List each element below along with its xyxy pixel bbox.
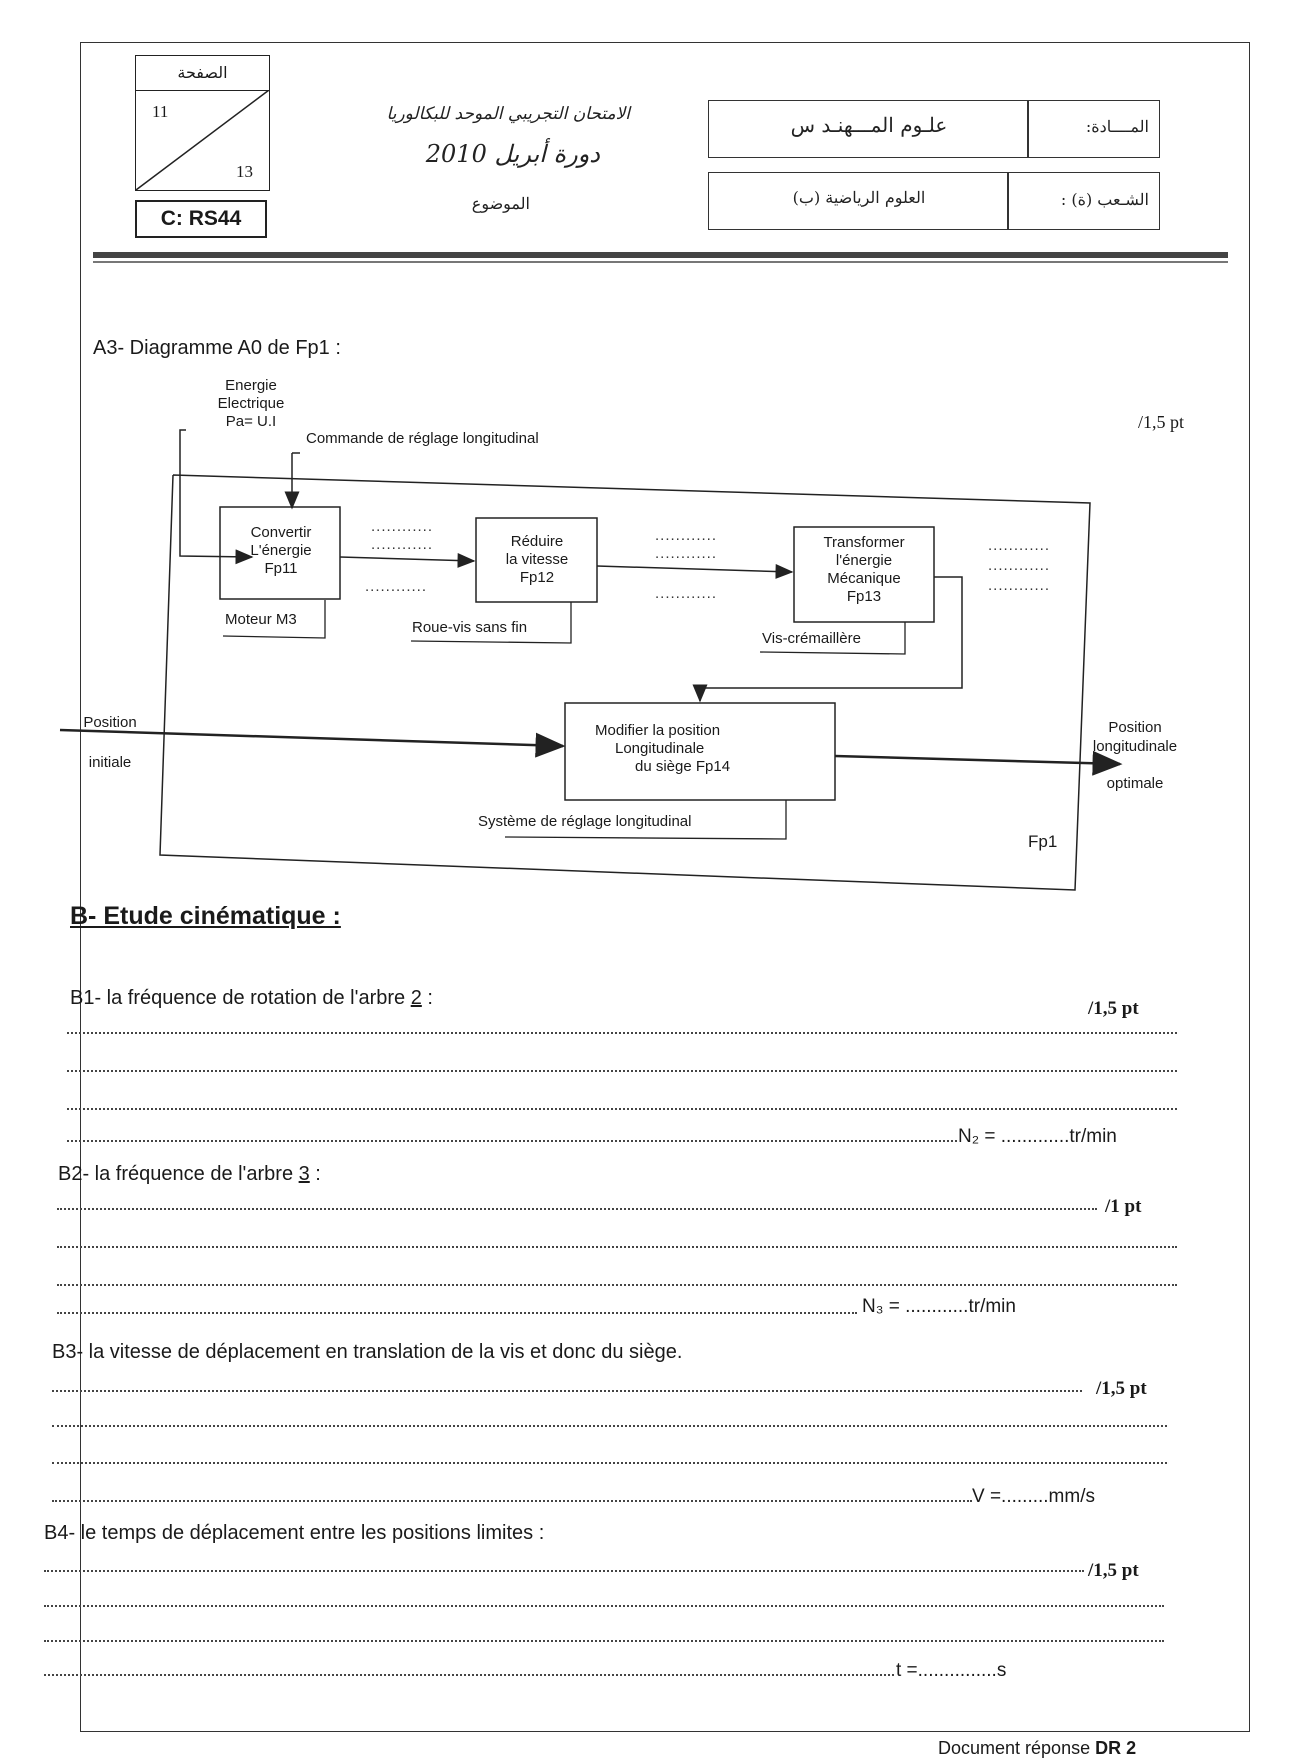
branch-value: العلوم الرياضية (ب) [792, 188, 926, 207]
control-label: Commande de réglage longitudinal [306, 430, 539, 447]
blank-2a: ............ [655, 527, 718, 544]
b2-answer-n3[interactable]: N₃ = ............tr/min [862, 1296, 1016, 1317]
fp14-support: Système de réglage longitudinal [478, 813, 692, 830]
b4-answer-line-3[interactable] [44, 1640, 1164, 1642]
question-b3: B3- la vitesse de déplacement en translation de la vis et donc du siège. [52, 1341, 683, 1363]
b1-answer-line-2[interactable] [67, 1070, 1177, 1072]
b3-answer-line-4[interactable] [52, 1500, 972, 1502]
page-label: الصفحة [136, 56, 269, 91]
b2-points: /1 pt [1105, 1196, 1142, 1217]
b2-answer-line-1[interactable] [57, 1208, 1097, 1210]
subject-label: المــــادة: [1085, 117, 1149, 136]
b3-points: /1,5 pt [1096, 1378, 1147, 1399]
b1-answer-n2[interactable]: N₂ = .............tr/min [958, 1126, 1117, 1147]
subject-kind: الموضوع [471, 194, 530, 213]
b4-answer-line-2[interactable] [44, 1605, 1164, 1607]
blank-3a: ............ [988, 537, 1051, 554]
fp11-label: Convertir L'énergie Fp11 [250, 524, 312, 577]
b4-answer-line-4[interactable] [44, 1674, 894, 1676]
fp12-label: Réduire la vitesse Fp12 [505, 533, 569, 586]
position-initial-label: Position initiale [83, 714, 137, 771]
energy-label: Energie Electrique Pa= U.I [217, 377, 285, 430]
blank-2b: ............ [655, 545, 718, 562]
b1-answer-line-4[interactable] [67, 1140, 957, 1142]
fp12-support: Roue-vis sans fin [412, 619, 528, 636]
fp14-label: Modifier la position Longitudinale du siège Fp14 [595, 722, 731, 775]
b3-answer-line-2[interactable] [52, 1425, 1167, 1427]
blank-3b: ............ [988, 557, 1051, 574]
b4-answer-line-1[interactable] [44, 1570, 1084, 1572]
footer-doc-ref: Document réponse DR 2 [938, 1738, 1137, 1758]
exam-title: الامتحان التجريبي الموحد للبكالوريا [386, 104, 630, 124]
branch-label: الشـعب (ة) : [1060, 190, 1149, 209]
b3-answer-line-1[interactable] [52, 1390, 1082, 1392]
b2-answer-line-2[interactable] [57, 1246, 1177, 1248]
b1-answer-line-3[interactable] [67, 1108, 1177, 1110]
fp13-label: Transformer l'énergie Mécanique Fp13 [823, 534, 905, 605]
b3-answer-v[interactable]: V =.........mm/s [972, 1486, 1095, 1507]
b4-answer-t[interactable]: t =...............s [896, 1660, 1007, 1681]
page-total: 13 [236, 162, 253, 181]
b1-answer-line-1[interactable] [67, 1032, 1177, 1034]
exam-session: دورة أبريل 2010 [425, 140, 600, 168]
section-b-heading: B- Etude cinématique : [70, 902, 341, 930]
question-b4: B4- le temps de déplacement entre les positions limites : [44, 1522, 545, 1544]
blank-1a: ............ [371, 518, 434, 535]
position-optimal-label: Position longitudinale optimale [1092, 719, 1178, 792]
blank-2c: ............ [655, 585, 718, 602]
blank-1b: ............ [371, 536, 434, 553]
flow-fp11-fp12 [340, 557, 474, 561]
a3-title: A3- Diagramme A0 de Fp1 : [93, 337, 341, 359]
a3-points: /1,5 pt [1138, 412, 1185, 432]
blank-3c: ............ [988, 577, 1051, 594]
fp1-label: Fp1 [1028, 832, 1058, 851]
exam-code: C: RS44 [135, 200, 267, 238]
fp11-support: Moteur M3 [225, 611, 297, 628]
subject-value: علـوم المـــهنـد س [790, 113, 948, 137]
flow-fp12-fp13 [597, 566, 792, 572]
blank-1c: ............ [365, 578, 428, 595]
b2-answer-line-3[interactable] [57, 1284, 1177, 1286]
b4-points: /1,5 pt [1088, 1560, 1139, 1581]
b2-answer-line-4[interactable] [57, 1312, 857, 1314]
b1-points: /1,5 pt [1088, 998, 1139, 1019]
fp13-support: Vis-crémaillère [762, 630, 861, 647]
page-current: 11 [152, 102, 169, 121]
b3-answer-line-3[interactable] [52, 1462, 1167, 1464]
question-b2: B2- la fréquence de l'arbre 3 : [58, 1163, 321, 1185]
question-b1: B1- la fréquence de rotation de l'arbre 2 : [70, 987, 433, 1009]
